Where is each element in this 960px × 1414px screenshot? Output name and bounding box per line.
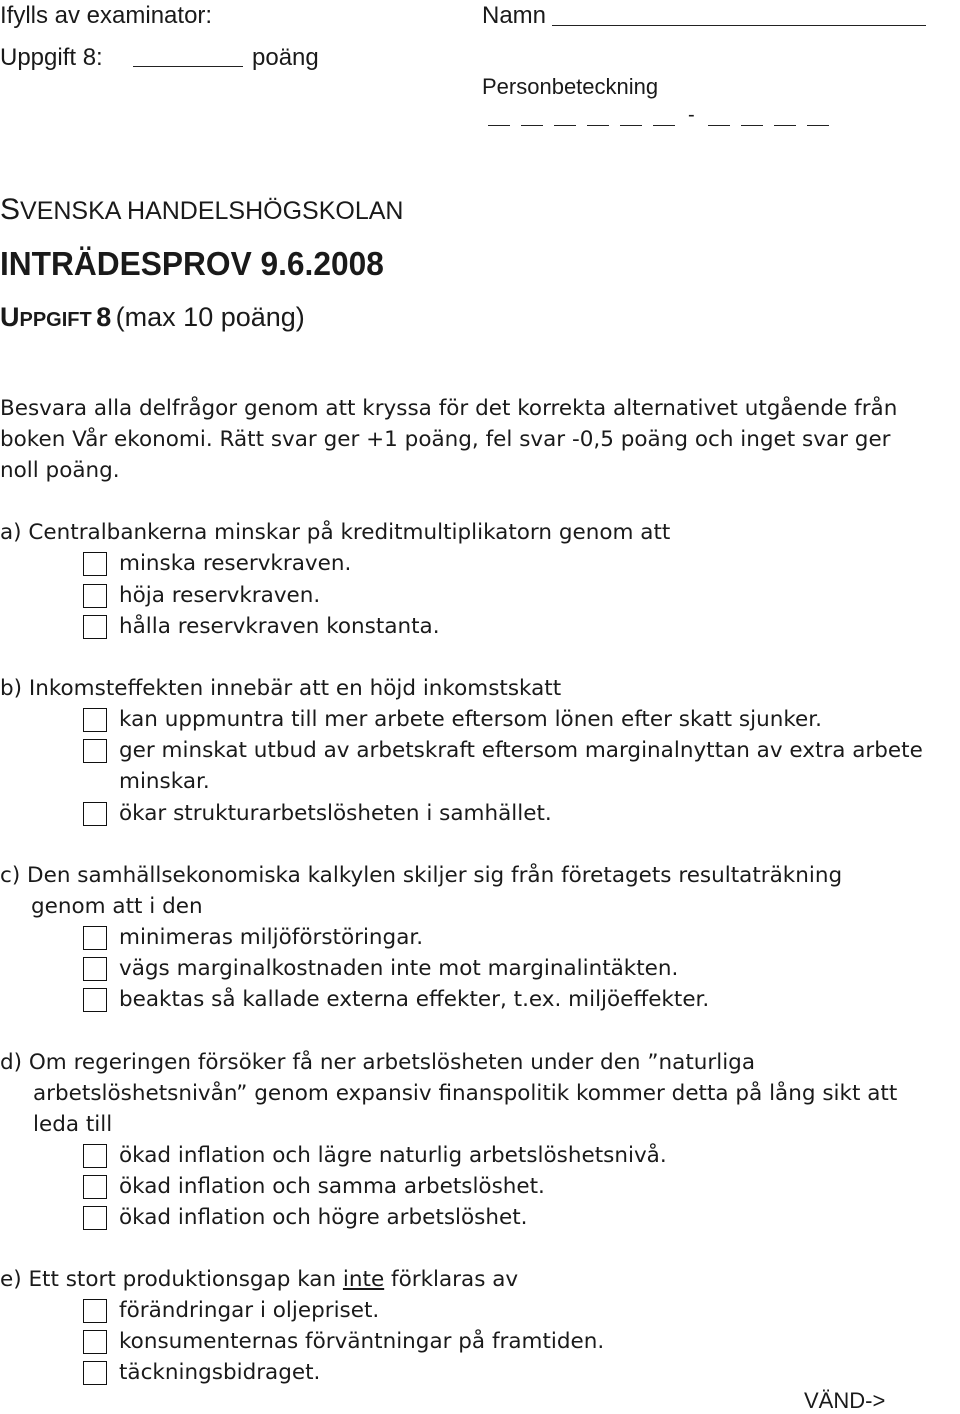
question-e-option: täckningsbidraget. [119, 1360, 321, 1385]
question-c-option: minimeras miljöförstöringar. [119, 925, 424, 950]
id-digit-slot[interactable] [774, 125, 796, 126]
question-b-option: ökar strukturarbetslösheten i samhället. [119, 801, 552, 826]
answer-checkbox[interactable] [83, 957, 107, 981]
instructions-line: noll poäng. [0, 458, 120, 483]
answer-checkbox[interactable] [83, 552, 107, 576]
id-digit-slot[interactable] [554, 125, 576, 126]
answer-checkbox[interactable] [83, 1330, 107, 1354]
question-c-stem: c) Den samhällsekonomiska kalkylen skiljer sig från företagets resultaträkning [0, 863, 843, 888]
question-c-stem: genom att i den [31, 894, 203, 919]
id-label: Personbeteckning [482, 74, 659, 99]
question-b-option: kan uppmuntra till mer arbete eftersom lönen efter skatt sjunker. [119, 707, 822, 732]
question-a-option: höja reservkraven. [119, 583, 321, 608]
task-points-label: Uppgift 8: [0, 44, 103, 71]
examiner-label: Ifylls av examinator: [0, 2, 213, 29]
instructions-line: Besvara alla delfrågor genom att kryssa för det korrekta alternativet utgående från [0, 396, 898, 421]
answer-checkbox[interactable] [83, 1206, 107, 1230]
instructions-line: boken Vår ekonomi. Rätt svar ger +1 poäng, fel svar -0,5 poäng och inget svar ger [0, 427, 891, 452]
question-d-stem: leda till [33, 1112, 113, 1137]
question-e-stem-start: e) Ett stort produktionsgap kan [0, 1267, 343, 1292]
question-a-option: minska reservkraven. [119, 551, 352, 576]
task-title-word: PPGIFT [19, 309, 92, 331]
id-digit-slot[interactable] [488, 125, 510, 126]
id-digit-slot[interactable] [653, 125, 675, 126]
task-points-blank[interactable] [133, 66, 243, 67]
name-label: Namn [482, 2, 547, 29]
id-separator: - [688, 104, 695, 126]
answer-checkbox[interactable] [83, 802, 107, 826]
answer-checkbox[interactable] [83, 584, 107, 608]
question-e-option: konsumenternas förväntningar på framtiden. [119, 1329, 605, 1354]
answer-checkbox[interactable] [83, 1361, 107, 1385]
points-word: poäng [252, 44, 319, 71]
answer-checkbox[interactable] [83, 739, 107, 763]
question-a-option: hålla reservkraven konstanta. [119, 614, 440, 639]
answer-checkbox[interactable] [83, 926, 107, 950]
task-title-max: (max 10 poäng) [115, 302, 305, 332]
id-digit-slot[interactable] [587, 125, 609, 126]
question-d-option: ökad inflation och samma arbetslöshet. [119, 1174, 545, 1199]
school-title-rest: VENSKA HANDELSHÖGSKOLAN [20, 197, 404, 225]
question-b-stem: b) Inkomsteffekten innebär att en höjd inkomstskatt [0, 676, 562, 701]
answer-checkbox[interactable] [83, 708, 107, 732]
question-e-stem [0, 1267, 518, 1292]
question-d-stem: d) Om regeringen försöker få ner arbetslösheten under den ”naturliga [0, 1050, 755, 1075]
question-c-option: beaktas så kallade externa effekter, t.ex. miljöeffekter. [119, 987, 710, 1012]
question-d-option: ökad inflation och högre arbetslöshet. [119, 1205, 528, 1230]
id-digit-slot[interactable] [741, 125, 763, 126]
answer-checkbox[interactable] [83, 1175, 107, 1199]
id-digit-slot[interactable] [521, 125, 543, 126]
task-title-number: 8 [96, 302, 112, 332]
answer-checkbox[interactable] [83, 1299, 107, 1323]
question-e-stem-end: förklaras av [384, 1267, 519, 1292]
turn-page-note: VÄND-> [804, 1388, 886, 1413]
answer-checkbox[interactable] [83, 988, 107, 1012]
school-title [0, 193, 403, 227]
question-d-stem: arbetslöshetsnivån” genom expansiv finanspolitik kommer detta på lång sikt att [33, 1081, 898, 1106]
id-digit-slot[interactable] [807, 125, 829, 126]
task-title [0, 302, 305, 333]
task-title-initial: U [0, 302, 20, 332]
answer-checkbox[interactable] [83, 615, 107, 639]
question-e-emphasis: inte [342, 1267, 385, 1292]
question-e-option: förändringar i oljepriset. [119, 1298, 380, 1323]
id-digit-slot[interactable] [620, 125, 642, 126]
question-b-option-continued: minskar. [119, 769, 210, 794]
question-c-option: vägs marginalkostnaden inte mot marginalintäkten. [119, 956, 679, 981]
question-d-option: ökad inflation och lägre naturlig arbetslöshetsnivå. [119, 1143, 667, 1168]
exam-title: INTRÄDESPROV 9.6.2008 [0, 245, 384, 282]
answer-checkbox[interactable] [83, 1144, 107, 1168]
question-b-option: ger minskat utbud av arbetskraft eftersom marginalnyttan av extra arbete [119, 738, 923, 763]
name-field[interactable] [552, 25, 926, 26]
id-digit-slot[interactable] [708, 125, 730, 126]
school-title-initial: S [0, 193, 21, 226]
question-a-stem: a) Centralbankerna minskar på kreditmultiplikatorn genom att [0, 520, 671, 545]
